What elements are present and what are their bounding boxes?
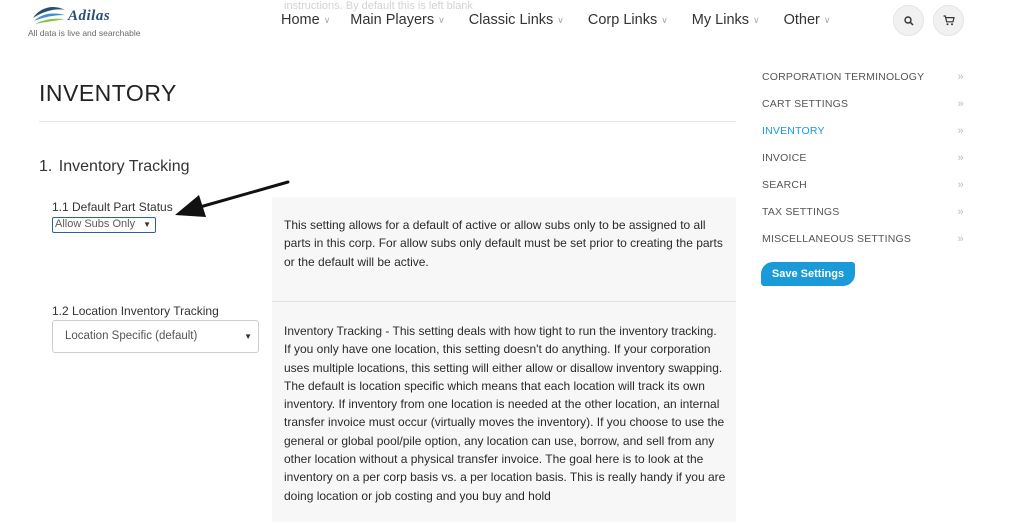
sidebar-item-label: SEARCH (762, 179, 807, 191)
annotation-arrow-icon (170, 178, 295, 224)
search-button[interactable] (893, 5, 924, 36)
nav-classic-links-label: Classic Links (468, 12, 554, 28)
sidebar-item-label: INVENTORY (762, 125, 825, 137)
chevron-down-icon: ∨ (557, 14, 564, 25)
sidebar-item-invoice[interactable] (762, 152, 964, 164)
double-chevron-right-icon: » (957, 233, 964, 245)
nav-home[interactable] (281, 12, 330, 28)
chevron-down-icon: ▼ (244, 332, 252, 341)
sidebar-item-search[interactable] (762, 179, 964, 191)
main-nav (281, 12, 830, 28)
location-inventory-tracking-value: Location Specific (default) (65, 330, 198, 342)
double-chevron-right-icon: » (957, 179, 964, 191)
double-chevron-right-icon: » (957, 152, 964, 164)
default-part-status-description (272, 197, 736, 301)
nav-my-links[interactable] (692, 12, 760, 28)
chevron-down-icon: ∨ (438, 14, 445, 25)
adilas-logo[interactable] (28, 3, 168, 39)
chevron-down-icon: ∨ (661, 14, 668, 25)
section-heading (39, 158, 190, 176)
save-settings-button[interactable]: Save Settings (761, 262, 855, 286)
section-number: 1. (39, 158, 53, 175)
top-header (0, 0, 1024, 46)
search-icon (904, 16, 914, 26)
double-chevron-right-icon: » (957, 206, 964, 218)
sidebar-item-inventory[interactable] (762, 125, 964, 137)
sidebar-item-label: INVOICE (762, 152, 807, 164)
chevron-down-icon: ∨ (323, 14, 331, 25)
nav-home-label: Home (281, 12, 320, 28)
logo-name: Adilas (68, 8, 111, 24)
nav-other[interactable] (784, 12, 831, 28)
description-text: Inventory Tracking - This setting deals with how tight to run the inventory tracking. If you only have one location, this setting doesn't do anything. If your corporation uses multiple locations, this setting will either allow or disallow inventory swapping. The default is location specific which means that each location will track its own inventory. If inventory from one location is needed at the other location, an internal transfer invoice must occur (virtually moves the inventory). If you choose to use the general or global pool/pile option, any location can use, borrow, and sell from any other location without a physical transfer invoice. The goal here is to look at the inventory on a per corp basis vs. a per location basis. This is really handy if you are doing location or job costing and you buy and hold (284, 324, 726, 503)
nav-main-players[interactable] (350, 12, 444, 28)
nav-main-players-label: Main Players (350, 12, 435, 28)
location-inventory-tracking-description (272, 302, 736, 522)
sidebar-item-label: MISCELLANEOUS SETTINGS (762, 233, 912, 245)
faded-background-text: instructions. By default this is left blank (284, 0, 473, 12)
page-title: INVENTORY (39, 80, 177, 106)
nav-my-links-label: My Links (691, 12, 750, 28)
nav-corp-links[interactable] (588, 12, 668, 28)
sidebar-item-corporation-terminology[interactable] (762, 71, 964, 83)
sidebar-item-label: CART SETTINGS (762, 98, 849, 110)
chevron-down-icon: ∨ (823, 14, 831, 25)
cart-button[interactable] (933, 5, 964, 36)
default-part-status-select[interactable] (52, 217, 156, 233)
chevron-down-icon: ∨ (753, 14, 760, 25)
section-title: Inventory Tracking (58, 158, 190, 175)
cart-icon (943, 15, 955, 26)
double-chevron-right-icon: » (957, 98, 964, 110)
description-text: This setting allows for a default of active or allow subs only to be assigned to all parts in this corp. For allow subs only default must be set prior to creating the parts or the default will be active. (284, 218, 723, 269)
title-divider (39, 121, 736, 122)
sidebar-item-cart-settings[interactable] (762, 98, 964, 110)
sidebar-item-label: TAX SETTINGS (762, 206, 840, 218)
double-chevron-right-icon: » (957, 71, 964, 83)
logo-wave-icon (32, 4, 66, 26)
sidebar-item-label: CORPORATION TERMINOLOGY (762, 71, 925, 83)
double-chevron-right-icon: » (957, 125, 964, 137)
nav-corp-links-label: Corp Links (587, 12, 658, 28)
sidebar-item-tax-settings[interactable] (762, 206, 964, 218)
sidebar-item-miscellaneous-settings[interactable] (762, 233, 964, 245)
location-inventory-tracking-label: 1.2 Location Inventory Tracking (52, 304, 219, 318)
logo-tagline: All data is live and searchable (28, 28, 141, 38)
chevron-down-icon: ▼ (143, 220, 151, 229)
nav-classic-links[interactable] (469, 12, 564, 28)
default-part-status-label: 1.1 Default Part Status (52, 200, 173, 214)
default-part-status-value: Allow Subs Only (55, 218, 136, 230)
location-inventory-tracking-select[interactable] (52, 320, 259, 353)
nav-other-label: Other (783, 12, 820, 28)
